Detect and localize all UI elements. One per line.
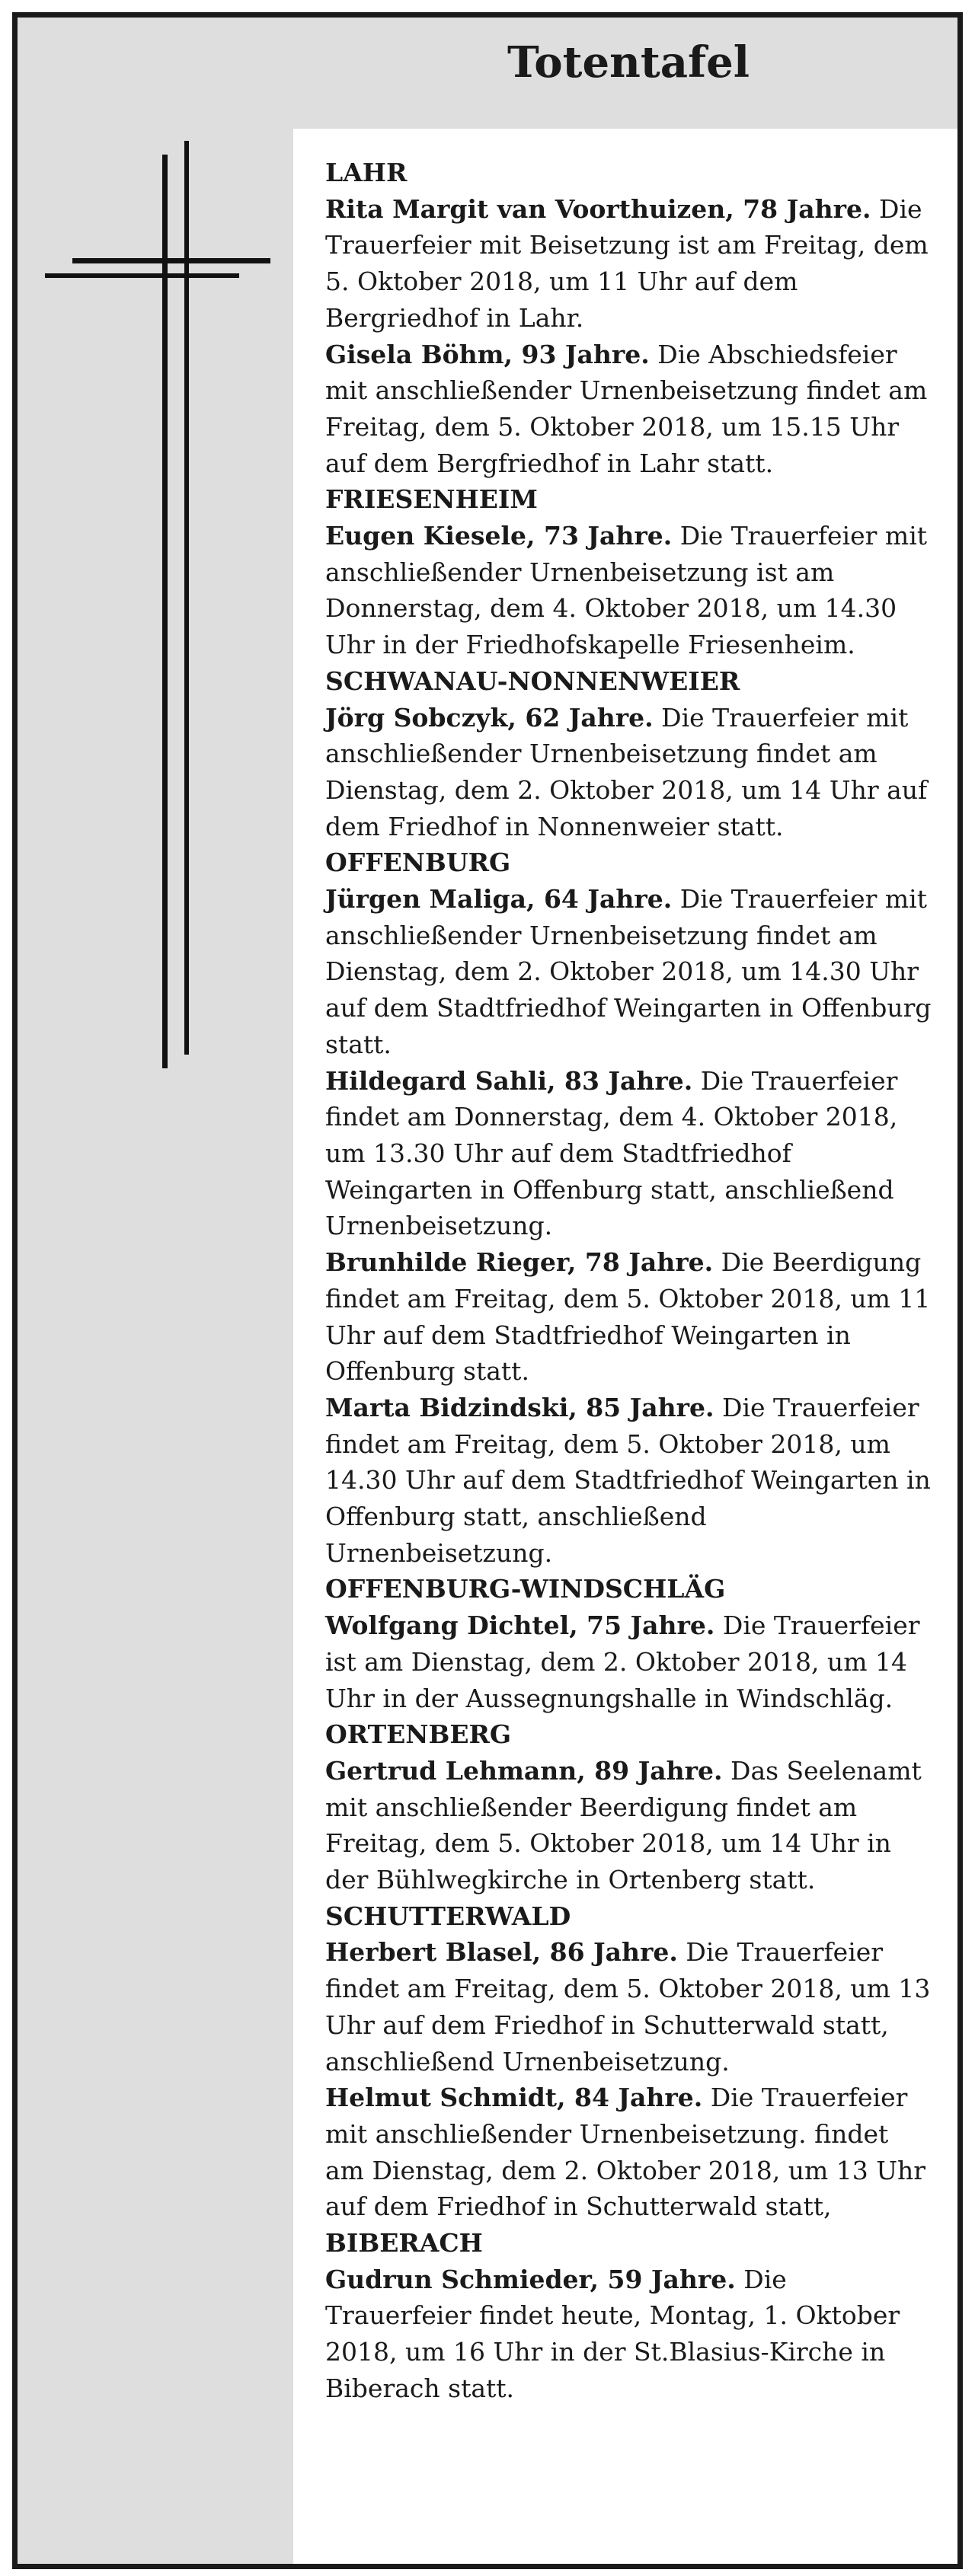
entry-text: Die Trauerfeier findet heute, Montag, 1. Oktober 2018, um 16 Uhr in der St.Blasius-Kirche in Biberach statt. (325, 2264, 900, 2403)
obituary-frame (12, 12, 963, 2569)
obituary-entry (325, 1063, 935, 1245)
entry-name: Wolfgang Dichtel, 75 Jahre. (325, 1610, 715, 1641)
entry-text: Die Trauerfeier mit anschließender Urnenbeisetzung. findet am Dienstag, dem 2. Oktober 2018, um 13 Uhr auf dem Friedhof in Schutterwald statt, (325, 2083, 926, 2222)
cross-horizontal-bottom (45, 273, 239, 278)
obituary-entry (325, 518, 935, 663)
section-heading: OFFENBURG (325, 847, 511, 878)
section-heading: LAHR (325, 158, 408, 187)
section-heading: SCHWANAU-NONNENWEIER (325, 666, 740, 696)
entry-name: Hildegard Sahli, 83 Jahre. (325, 1065, 693, 1096)
entry-text: Das Seelenamt mit anschließender Beerdigung findet am Freitag, dem 5. Oktober 2018, um 14 Uhr in der Bühlwegkirche in Ortenberg statt. (325, 1755, 922, 1895)
cross-vertical-left (162, 155, 168, 1068)
entry-name: Eugen Kiesele, 73 Jahre. (325, 521, 673, 551)
obituary-entry (325, 337, 935, 482)
page-title: Totentafel (507, 37, 750, 88)
cross-vertical-right (184, 141, 189, 1055)
entry-name: Helmut Schmidt, 84 Jahre. (325, 2083, 703, 2113)
obituary-entry (325, 700, 935, 845)
entry-text: Die Trauerfeier findet am Freitag, dem 5. Oktober 2018, um 14.30 Uhr auf dem Stadtfriedhof Weingarten in Offenburg statt, anschließend Urnenbeisetzung. (325, 1392, 931, 1568)
entry-name: Jörg Sobczyk, 62 Jahre. (325, 702, 654, 733)
section-heading: SCHUTTERWALD (325, 1901, 571, 1931)
entry-text: Die Trauerfeier mit anschließender Urnenbeisetzung findet am Dienstag, dem 2. Oktober 2018, um 14.30 Uhr auf dem Stadtfriedhof Weingarten in Offenburg statt. (325, 884, 932, 1059)
obituary-entry (325, 1934, 935, 2080)
entry-name: Marta Bidzindski, 85 Jahre. (325, 1392, 714, 1422)
obituary-entry (325, 1390, 935, 1572)
entry-text: Die Trauerfeier ist am Dienstag, dem 2. Oktober 2018, um 14 Uhr in der Aussegnungshalle in Windschläg. (325, 1610, 920, 1713)
notice-list (325, 155, 935, 2407)
section-heading: OFFENBURG-WINDSCHLÄG (325, 1574, 726, 1604)
entry-name: Herbert Blasel, 86 Jahre. (325, 1937, 678, 1968)
entry-text: Die Abschiedsfeier mit anschließender Urnenbeisetzung findet am Freitag, dem 5. Oktober 2018, um 15.15 Uhr auf dem Bergfriedhof in Lahr statt. (325, 339, 928, 478)
entry-name: Gisela Böhm, 93 Jahre. (325, 339, 650, 369)
notice-column (293, 129, 957, 2564)
obituary-entry (325, 2080, 935, 2225)
entry-name: Brunhilde Rieger, 78 Jahre. (325, 1247, 714, 1278)
obituary-entry (325, 191, 935, 337)
entry-text: Die Trauerfeier mit anschließender Urnenbeisetzung ist am Donnerstag, dem 4. Oktober 2018, um 14.30 Uhr in der Friedhofskapelle Friesenheim. (325, 521, 928, 660)
cross-horizontal-top (72, 258, 270, 263)
obituary-entry (325, 2262, 935, 2407)
entry-name: Jürgen Maliga, 64 Jahre. (325, 884, 673, 915)
entry-name: Gertrud Lehmann, 89 Jahre. (325, 1755, 723, 1786)
section-heading: ORTENBERG (325, 1719, 512, 1750)
entry-name: Rita Margit van Voorthuizen, 78 Jahre. (325, 193, 871, 224)
cross-icon (18, 129, 299, 1081)
obituary-entry (325, 881, 935, 1063)
section-heading: FRIESENHEIM (325, 484, 538, 515)
entry-text: Die Trauerfeier findet am Freitag, dem 5. Oktober 2018, um 13 Uhr auf dem Friedhof in Schutterwald statt, anschließend Urnenbeisetzung. (325, 1937, 931, 2076)
header (18, 18, 957, 129)
obituary-entry (325, 1753, 935, 1898)
entry-text: Die Beerdigung findet am Freitag, dem 5. Oktober 2018, um 11 Uhr auf dem Stadtfriedhof Weingarten in Offenburg statt. (325, 1247, 931, 1387)
obituary-entry (325, 1244, 935, 1390)
entry-name: Gudrun Schmieder, 59 Jahre. (325, 2264, 736, 2294)
entry-text: Die Trauerfeier mit Beisetzung ist am Freitag, dem 5. Oktober 2018, um 11 Uhr auf dem Bergriedhof in Lahr. (325, 193, 929, 333)
entry-text: Die Trauerfeier findet am Donnerstag, dem 4. Oktober 2018, um 13.30 Uhr auf dem Stadtfriedhof Weingarten in Offenburg statt, anschließend Urnenbeisetzung. (325, 1065, 898, 1241)
obituary-entry (325, 1607, 935, 1716)
section-heading: BIBERACH (325, 2228, 483, 2258)
entry-text: Die Trauerfeier mit anschließender Urnenbeisetzung findet am Dienstag, dem 2. Oktober 2018, um 14 Uhr auf dem Friedhof in Nonnenweier statt. (325, 702, 928, 841)
